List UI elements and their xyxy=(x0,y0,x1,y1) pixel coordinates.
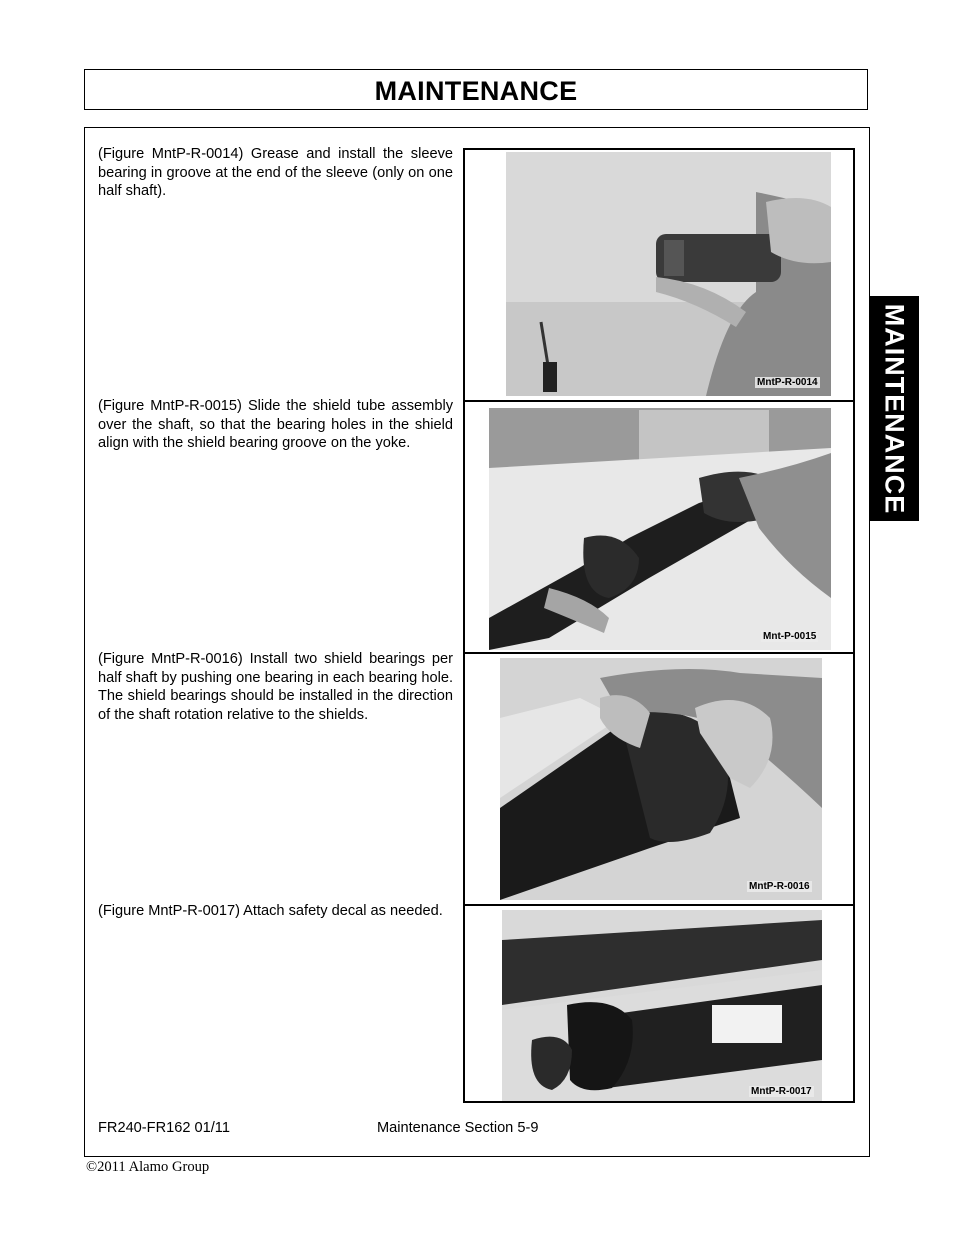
step-text-4: (Figure MntP-R-0017) Attach safety decal as needed. xyxy=(98,903,443,919)
figure-frame-1 xyxy=(463,148,855,402)
figure-label-4: MntP-R-0017 xyxy=(751,1086,812,1097)
figure-frame-2 xyxy=(463,400,855,654)
figure-frame-4 xyxy=(463,904,855,1103)
figure-photo-2 xyxy=(489,408,831,650)
header-box xyxy=(84,69,868,110)
side-tab xyxy=(869,296,919,521)
page-title: MAINTENANCE xyxy=(374,76,578,106)
footer-model: FR240-FR162 01/11 xyxy=(98,1120,230,1136)
step-text-3: (Figure MntP-R-0016) Install two shield bearings per half shaft by pushing one bearing in each bearing hole. The shield bearings should be installed in the direction of the shaft rotation relative to the shields. xyxy=(98,651,453,723)
step-text-1: (Figure MntP-R-0014) Grease and install the sleeve bearing in groove at the end of the sleeve (only on one half shaft). xyxy=(98,146,453,200)
figure-photo-3 xyxy=(500,658,822,900)
figure-label-1: MntP-R-0014 xyxy=(757,377,818,388)
footer-section: Maintenance Section 5-9 xyxy=(377,1120,539,1136)
figure-photo-4 xyxy=(502,910,822,1101)
figure-frame-3 xyxy=(463,652,855,906)
figure-photo-1 xyxy=(506,152,831,396)
copyright: ©2011 Alamo Group xyxy=(86,1159,210,1175)
step-text-2: (Figure MntP-R-0015) Slide the shield tube assembly over the shaft, so that the bearing holes in the shield align with the shield bearing groove on the yoke. xyxy=(98,398,453,452)
figure-label-2: Mnt-P-0015 xyxy=(763,631,817,642)
figure-label-3: MntP-R-0016 xyxy=(749,881,810,892)
side-tab-label: MAINTENANCE xyxy=(879,303,910,514)
